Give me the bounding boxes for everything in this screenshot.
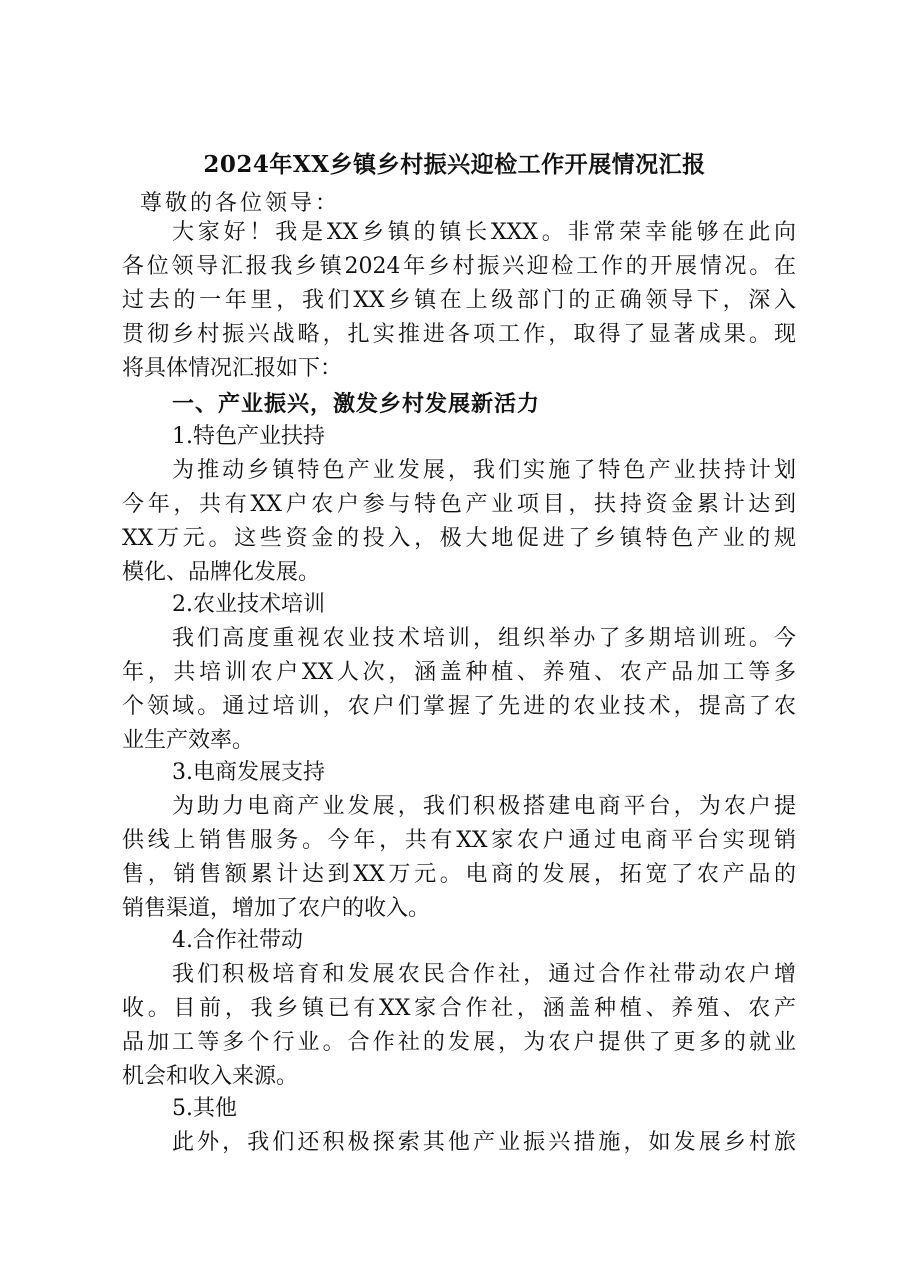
section-heading: 一、产业振兴，激发乡村发展新活力 (172, 391, 541, 417)
paragraph-line: 为助力电商产业发展，我们积极搭建电商平台，为农户提 (172, 794, 796, 819)
paragraph-line: 供线上销售服务。今年，共有XX家农户通过电商平台实现销 (122, 828, 796, 853)
paragraph-line: 模化、品牌化发展。 (122, 560, 321, 585)
intro-line: 过去的一年里，我们XX乡镇在上级部门的正确领导下，深入 (122, 288, 796, 313)
paragraph-line: 我们积极培育和发展农民合作社，通过合作社带动农户增 (172, 962, 796, 987)
paragraph-line: 今年，共有XX户农户参与特色产业项目，扶持资金累计达到 (122, 492, 796, 517)
intro-line: 将具体情况汇报如下： (122, 356, 343, 381)
item-heading: 2.农业技术培训 (172, 592, 325, 617)
paragraph-line: 售，销售额累计达到XX万元。电商的发展，拓宽了农产品的 (122, 862, 796, 887)
paragraph-line: 我们高度重视农业技术培训，组织举办了多期培训班。今 (172, 626, 796, 651)
paragraph-line: 机会和收入来源。 (122, 1064, 299, 1089)
paragraph-line: XX万元。这些资金的投入，极大地促进了乡镇特色产业的规 (122, 526, 796, 551)
item-heading: 3.电商发展支持 (172, 760, 325, 785)
item-heading: 4.合作社带动 (172, 928, 303, 953)
item-heading: 1.特色产业扶持 (172, 424, 325, 449)
paragraph-line: 业生产效率。 (122, 728, 255, 753)
item-heading: 5.其他 (172, 1096, 237, 1121)
intro-line: 贯彻乡村振兴战略，扎实推进各项工作，取得了显著成果。现 (122, 322, 796, 347)
paragraph-line: 为推动乡镇特色产业发展，我们实施了特色产业扶持计划 (172, 458, 796, 483)
paragraph-line: 个领域。通过培训，农户们掌握了先进的农业技术，提高了农 (122, 694, 796, 719)
salutation: 尊敬的各位领导： (140, 191, 341, 216)
intro-line: 大家好！我是XX乡镇的镇长XXX。非常荣幸能够在此向 (172, 220, 796, 245)
paragraph-line: 销售渠道，增加了农户的收入。 (122, 896, 431, 921)
intro-line: 各位领导汇报我乡镇2024年乡村振兴迎检工作的开展情况。在 (122, 254, 796, 279)
paragraph-line: 此外，我们还积极探索其他产业振兴措施，如发展乡村旅 (172, 1130, 796, 1155)
paragraph-line: 年，共培训农户XX人次，涵盖种植、养殖、农产品加工等多 (122, 660, 796, 685)
document-title: 2024年XX乡镇乡村振兴迎检工作开展情况汇报 (203, 151, 706, 178)
paragraph-line: 品加工等多个行业。合作社的发展，为农户提供了更多的就业 (122, 1030, 796, 1055)
paragraph-line: 收。目前，我乡镇已有XX家合作社，涵盖种植、养殖、农产 (122, 996, 796, 1021)
